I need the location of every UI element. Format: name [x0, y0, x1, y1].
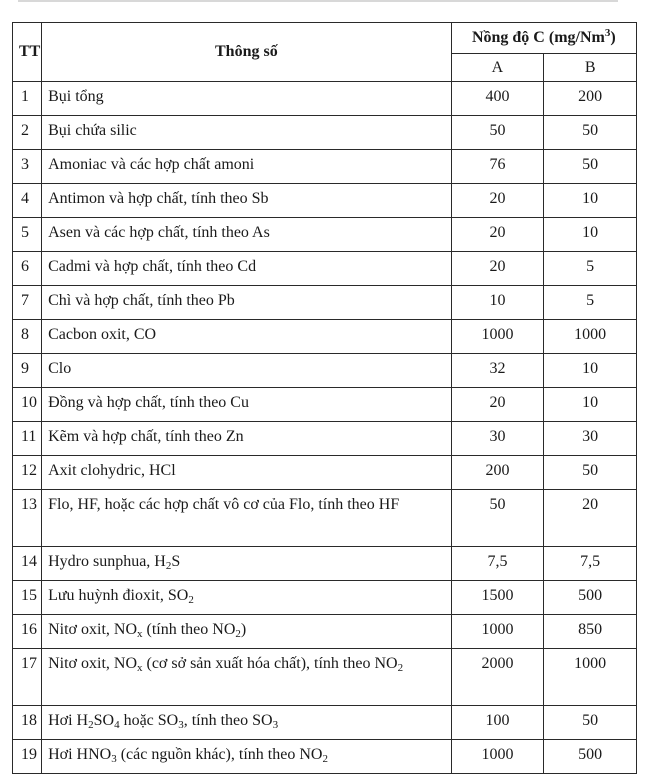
- table-row: [13, 218, 637, 252]
- parameter-text: Nitơ oxit, NO: [48, 621, 137, 638]
- header-concentration-close: ): [610, 29, 616, 46]
- value-b: 1000: [544, 649, 637, 706]
- parameter-subscript: 2: [165, 560, 172, 572]
- value-b: 850: [544, 615, 637, 649]
- header-concentration-label: Nồng độ C (mg/Nm: [471, 29, 605, 46]
- parameter-subscript: 3: [178, 719, 184, 731]
- emission-limits-table: [12, 22, 637, 774]
- table-row: [13, 286, 637, 320]
- parameter-text: (tính theo NO: [142, 621, 236, 638]
- parameter-text: Chì và hợp chất, tính theo Pb: [48, 292, 235, 309]
- parameter-text: Đồng và hợp chất, tính theo Cu: [48, 394, 249, 411]
- row-number: 9: [13, 354, 42, 388]
- parameter-text: Bụi chứa silic: [48, 122, 137, 139]
- parameter-text: ): [240, 621, 247, 638]
- parameter-name: [42, 740, 452, 774]
- value-a: 50: [451, 116, 544, 150]
- parameter-text: Asen và các hợp chất, tính theo As: [48, 224, 270, 241]
- table-row: [13, 252, 637, 286]
- parameter-text: Axit clohydric, HCl: [48, 462, 176, 479]
- parameter-name: [42, 388, 452, 422]
- parameter-subscript: x: [137, 662, 143, 674]
- row-number: 17: [13, 649, 42, 706]
- parameter-text: hoặc SO: [119, 712, 179, 729]
- value-b: 200: [544, 82, 637, 116]
- table-row: [13, 740, 637, 774]
- parameter-text: Cacbon oxit, CO: [48, 326, 157, 343]
- value-b: 50: [544, 116, 637, 150]
- parameter-subscript: 2: [397, 662, 404, 674]
- row-number: 15: [13, 581, 42, 615]
- value-b: 10: [544, 354, 637, 388]
- table-row: [13, 422, 637, 456]
- parameter-name: [42, 116, 452, 150]
- parameter-subscript: x: [137, 628, 143, 640]
- row-number: 13: [13, 490, 42, 547]
- parameter-name: [42, 184, 452, 218]
- value-a: 50: [451, 490, 544, 547]
- row-number: 14: [13, 547, 42, 581]
- parameter-name: [42, 456, 452, 490]
- table-row: [13, 184, 637, 218]
- table-row: [13, 615, 637, 649]
- parameter-subscript: 2: [188, 594, 194, 606]
- value-b: 5: [544, 286, 637, 320]
- parameter-subscript: 4: [114, 719, 120, 731]
- parameter-text: Hơi H: [48, 712, 89, 729]
- table-row: [13, 82, 637, 116]
- table-row: [13, 547, 637, 581]
- parameter-name: [42, 150, 452, 184]
- value-a: 32: [451, 354, 544, 388]
- parameter-text: Hơi HNO: [48, 746, 112, 763]
- header-concentration-sup: 3: [604, 27, 611, 39]
- header-tt: TT: [13, 23, 42, 82]
- header-row: [13, 23, 637, 54]
- parameter-text: Clo: [48, 360, 72, 377]
- value-a: 1500: [451, 581, 544, 615]
- parameter-name: [42, 354, 452, 388]
- row-number: 8: [13, 320, 42, 354]
- value-b: 50: [544, 456, 637, 490]
- row-number: 7: [13, 286, 42, 320]
- table-row: [13, 320, 637, 354]
- row-number: 18: [13, 706, 42, 740]
- parameter-subscript: 3: [272, 719, 279, 731]
- parameter-name: [42, 706, 452, 740]
- parameter-name: [42, 218, 452, 252]
- value-a: 2000: [451, 649, 544, 706]
- value-a: 10: [451, 286, 544, 320]
- parameter-name: [42, 547, 452, 581]
- header-concentration: [451, 23, 636, 54]
- row-number: 1: [13, 82, 42, 116]
- parameter-text: Cadmi và hợp chất, tính theo Cd: [48, 258, 257, 275]
- table-row: [13, 354, 637, 388]
- header-col-a: A: [451, 54, 544, 82]
- parameter-text: Lưu huỳnh đioxit, SO: [48, 587, 189, 604]
- parameter-text: , tính theo SO: [183, 712, 273, 729]
- parameter-text: Kẽm và hợp chất, tính theo Zn: [48, 428, 244, 445]
- value-b: 1000: [544, 320, 637, 354]
- parameter-name: [42, 422, 452, 456]
- value-a: 7,5: [451, 547, 544, 581]
- row-number: 2: [13, 116, 42, 150]
- parameter-text: Nitơ oxit, NO: [48, 655, 137, 672]
- value-a: 1000: [451, 740, 544, 774]
- parameter-text: (các nguồn khác), tính theo NO: [116, 746, 323, 763]
- parameter-text: (cơ sở sản xuất hóa chất), tính theo NO: [142, 655, 398, 672]
- table-row: [13, 388, 637, 422]
- parameter-name: [42, 252, 452, 286]
- parameter-name: [42, 82, 452, 116]
- parameter-name: [42, 581, 452, 615]
- parameter-text: Bụi tổng: [48, 88, 104, 105]
- parameter-subscript: 3: [111, 753, 117, 765]
- row-number: 5: [13, 218, 42, 252]
- value-a: 100: [451, 706, 544, 740]
- parameter-text: Hydro sunphua, H: [48, 553, 166, 570]
- parameter-subscript: 2: [88, 719, 94, 731]
- value-b: 30: [544, 422, 637, 456]
- row-number: 16: [13, 615, 42, 649]
- header-param: Thông số: [42, 23, 452, 82]
- value-b: 10: [544, 218, 637, 252]
- parameter-text: Flo, HF, hoặc các hợp chất vô cơ của Flo, tính theo HF: [48, 496, 400, 513]
- value-a: 20: [451, 252, 544, 286]
- row-number: 3: [13, 150, 42, 184]
- value-a: 1000: [451, 320, 544, 354]
- value-b: 50: [544, 706, 637, 740]
- value-a: 20: [451, 184, 544, 218]
- row-number: 12: [13, 456, 42, 490]
- table-row: [13, 490, 637, 547]
- value-a: 20: [451, 218, 544, 252]
- row-number: 19: [13, 740, 42, 774]
- parameter-name: [42, 649, 452, 706]
- row-number: 6: [13, 252, 42, 286]
- parameter-text: SO: [93, 712, 115, 729]
- value-b: 500: [544, 581, 637, 615]
- row-number: 11: [13, 422, 42, 456]
- parameter-subscript: 2: [235, 628, 241, 640]
- table-row: [13, 706, 637, 740]
- parameter-text: S: [171, 553, 181, 570]
- value-b: 10: [544, 388, 637, 422]
- parameter-subscript: 2: [322, 753, 328, 765]
- parameter-name: [42, 286, 452, 320]
- value-a: 30: [451, 422, 544, 456]
- parameter-name: [42, 320, 452, 354]
- parameter-text: Antimon và hợp chất, tính theo Sb: [48, 190, 269, 207]
- value-b: 50: [544, 150, 637, 184]
- value-a: 1000: [451, 615, 544, 649]
- value-a: 400: [451, 82, 544, 116]
- parameter-text: Amoniac và các hợp chất amoni: [48, 156, 255, 173]
- value-b: 7,5: [544, 547, 637, 581]
- value-b: 20: [544, 490, 637, 547]
- parameter-name: [42, 490, 452, 547]
- value-b: 5: [544, 252, 637, 286]
- value-b: 10: [544, 184, 637, 218]
- table-row: [13, 150, 637, 184]
- table-row: [13, 456, 637, 490]
- table-row: [13, 116, 637, 150]
- row-number: 4: [13, 184, 42, 218]
- parameter-name: [42, 615, 452, 649]
- top-border-line: [18, 0, 618, 2]
- table-row: [13, 581, 637, 615]
- value-a: 76: [451, 150, 544, 184]
- value-b: 500: [544, 740, 637, 774]
- header-col-b: B: [544, 54, 637, 82]
- row-number: 10: [13, 388, 42, 422]
- value-a: 200: [451, 456, 544, 490]
- table-row: [13, 649, 637, 706]
- value-a: 20: [451, 388, 544, 422]
